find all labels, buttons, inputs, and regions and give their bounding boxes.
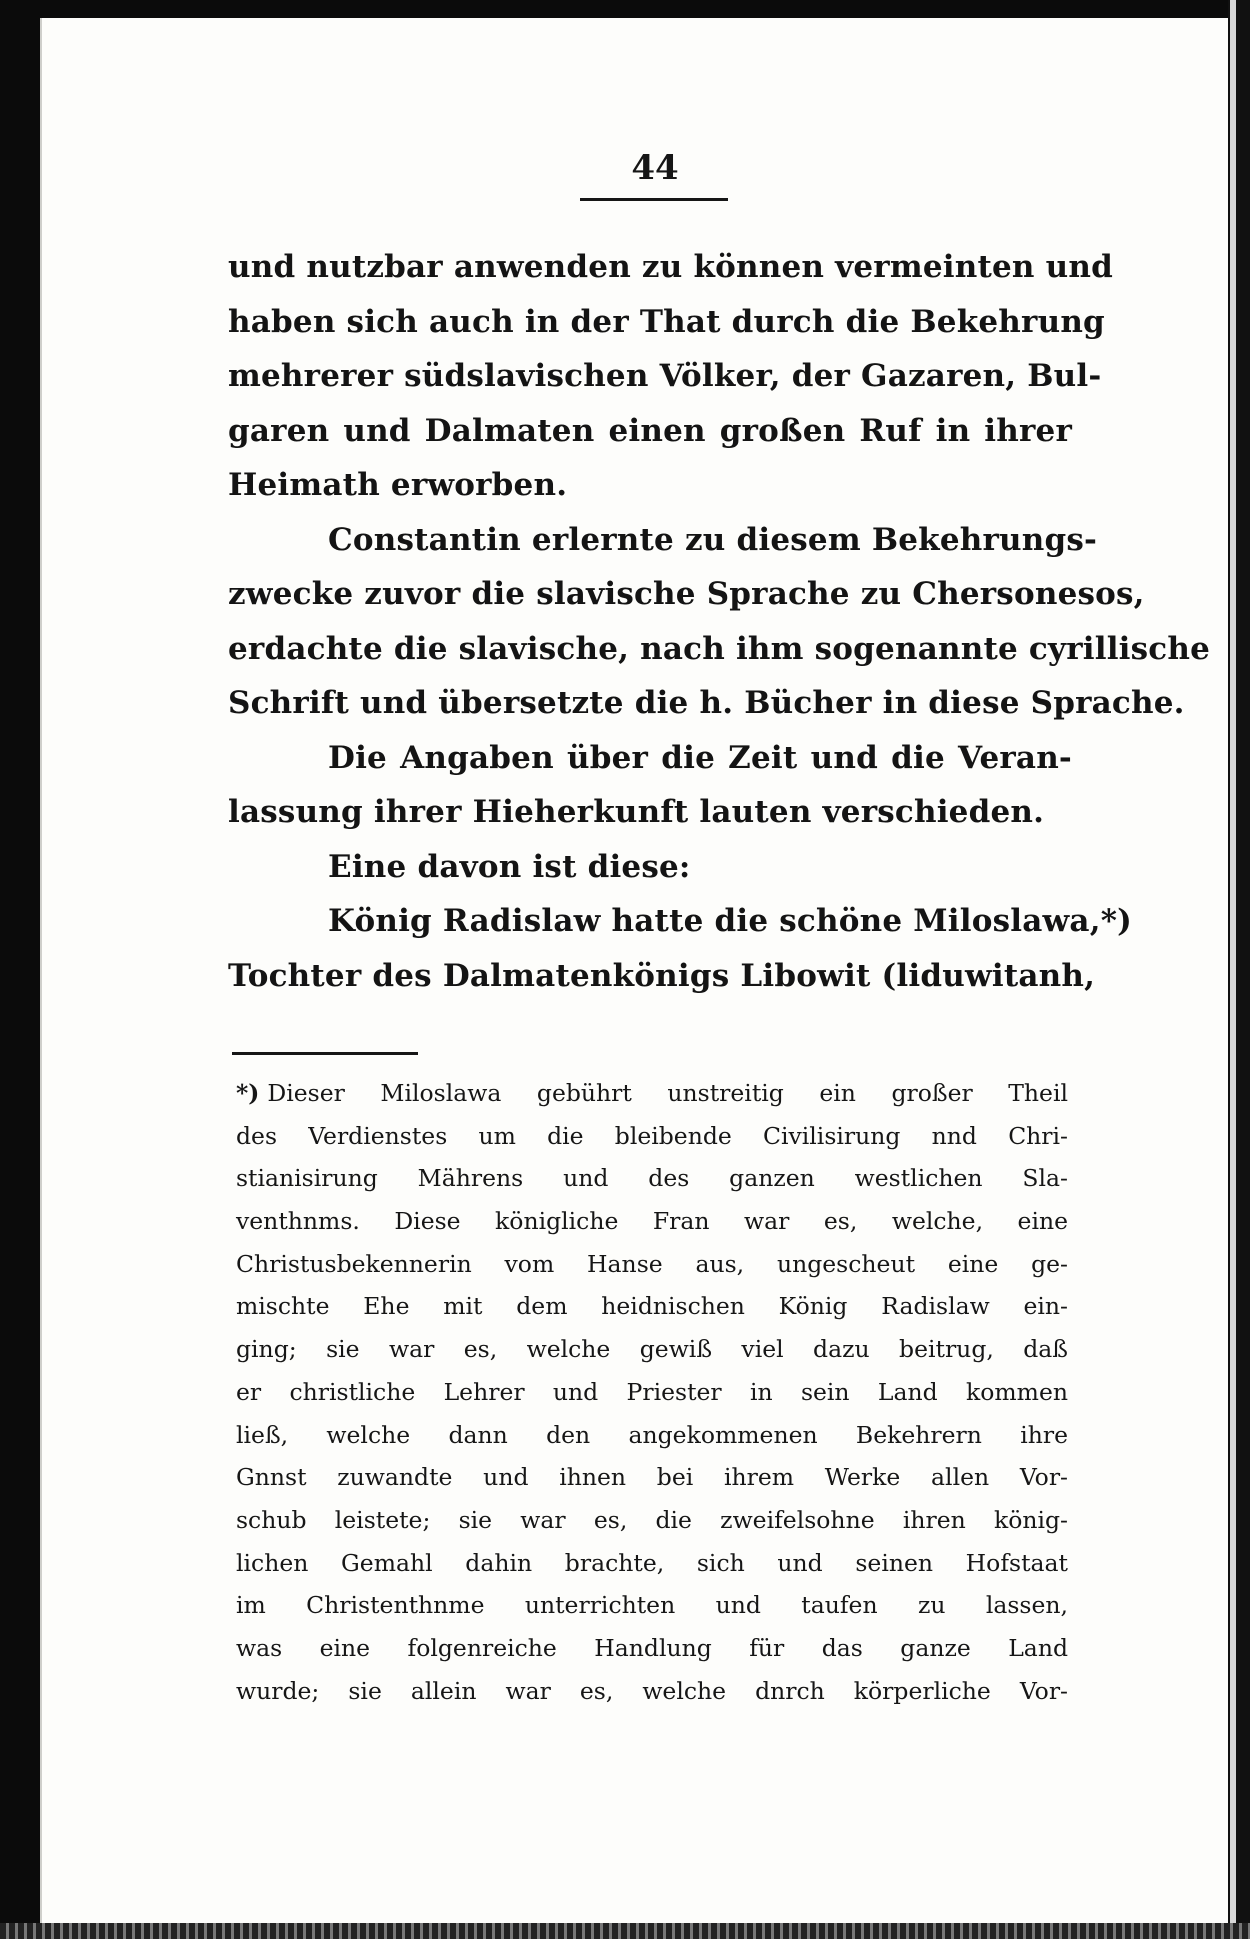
body-line: Tochter des Dalmatenkönigs Libowit (liduwitanh,	[228, 957, 1096, 994]
footnote-line: schub leistete; sie war es, die zweifelsohne ihren könig-	[236, 1505, 1068, 1534]
footnote-line: wurde; sie allein war es, welche dnrch körperliche Vor-	[236, 1676, 1068, 1705]
body-line: König Radislaw hatte die schöne Miloslawa,*)	[328, 903, 1132, 939]
footnote-line: im Christenthnme unterrichten und taufen zu lassen,	[236, 1591, 1068, 1620]
footnote-line: lichen Gemahl dahin brachte, sich und seinen Hofstaat	[236, 1548, 1068, 1577]
footnote-line-text: Dieser Miloslawa gebührt unstreitig ein großer Theil	[267, 1079, 1068, 1107]
body-line: Eine davon ist diese:	[328, 848, 691, 885]
footnote-line: Gnnst zuwandte und ihnen bei ihrem Werke allen Vor-	[236, 1463, 1068, 1492]
body-line: lassung ihrer Hieherkunft lauten verschieden.	[228, 794, 1045, 830]
footnote-line: venthnms. Diese königliche Fran war es, welche, eine	[236, 1207, 1068, 1236]
footnote-line: ließ, welche dann den angekommenen Bekehrern ihre	[236, 1420, 1068, 1449]
footnote-marker: *)	[236, 1079, 260, 1107]
body-line: Schrift und übersetzte die h. Bücher in diese Sprache.	[228, 685, 1185, 721]
footnote-rule	[232, 1052, 418, 1055]
footnote-line: mischte Ehe mit dem heidnischen König Radislaw ein-	[236, 1292, 1068, 1321]
footnote-line: Christusbekennerin vom Hanse aus, ungescheut eine ge-	[236, 1249, 1068, 1278]
body-text	[228, 240, 1211, 1003]
bottom-scan-border	[0, 1923, 1250, 1939]
body-line: garen und Dalmaten einen großen Ruf in ihrer	[228, 412, 1072, 449]
body-line: haben sich auch in der That durch die Bekehrung	[228, 303, 1105, 340]
body-line: zwecke zuvor die slavische Sprache zu Chersonesos,	[228, 576, 1145, 612]
footnote-line: er christliche Lehrer und Priester in sein Land kommen	[236, 1377, 1068, 1406]
footnote-line: was eine folgenreiche Handlung für das ganze Land	[236, 1633, 1068, 1662]
footnote	[236, 1072, 1068, 1712]
body-line: erdachte die slavische, nach ihm sogenannte cyrillische	[228, 630, 1211, 667]
body-line: und nutzbar anwenden zu können vermeinten und	[228, 249, 1113, 285]
right-page-edge	[1230, 0, 1236, 1939]
footnote-line	[236, 1072, 1068, 1115]
footnote-line: ging; sie war es, welche gewiß viel dazu beitrug, daß	[236, 1335, 1068, 1364]
page-number-rule	[580, 198, 728, 201]
body-line: Die Angaben über die Zeit und die Veran-	[328, 739, 1072, 776]
page-number: 44	[631, 148, 679, 188]
body-line: Heimath erworben.	[228, 467, 568, 503]
body-line: mehrerer südslavischen Völker, der Gazaren, Bul-	[228, 358, 1102, 394]
footnote-line: des Verdienstes um die bleibende Civilisirung nnd Chri-	[236, 1121, 1068, 1150]
footnote-line: stianisirung Mährens und des ganzen westlichen Sla-	[236, 1164, 1068, 1193]
body-line: Constantin erlernte zu diesem Bekehrungs-	[328, 521, 1098, 558]
